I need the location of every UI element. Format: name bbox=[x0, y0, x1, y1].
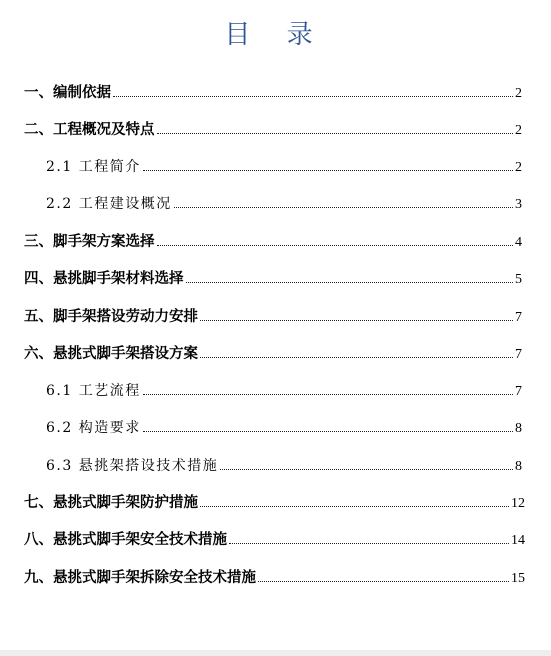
toc-entry[interactable] bbox=[46, 415, 522, 437]
toc-entry-label: 九、悬挑式脚手架拆除安全技术措施 bbox=[24, 569, 256, 586]
toc-entry-label: 二、工程概况及特点 bbox=[24, 121, 155, 138]
dot-leader bbox=[143, 169, 513, 171]
toc-entry-label: 六、悬挑式脚手架搭设方案 bbox=[24, 345, 198, 362]
dot-leader bbox=[113, 95, 513, 97]
dot-leader bbox=[200, 319, 513, 321]
toc-entry-page: 7 bbox=[515, 347, 522, 362]
dot-leader bbox=[258, 580, 509, 582]
toc-entry[interactable] bbox=[46, 154, 522, 176]
toc-entry-label: 6.1 工艺流程 bbox=[46, 383, 141, 399]
toc-entry[interactable] bbox=[46, 378, 522, 400]
toc-entry-page: 3 bbox=[515, 197, 522, 212]
dot-leader bbox=[220, 468, 513, 470]
toc-entry-page: 8 bbox=[515, 459, 522, 474]
page-bottom-edge bbox=[0, 650, 551, 656]
toc-entry-page: 14 bbox=[511, 533, 525, 548]
toc-entry-page: 15 bbox=[511, 571, 525, 586]
dot-leader bbox=[186, 281, 514, 283]
dot-leader bbox=[200, 505, 509, 507]
toc-entry[interactable] bbox=[24, 304, 522, 326]
page-title: 目 录 bbox=[224, 20, 327, 50]
dot-leader bbox=[157, 244, 514, 246]
toc-entry-label: 四、悬挑脚手架材料选择 bbox=[24, 270, 184, 287]
dot-leader bbox=[143, 393, 513, 395]
toc-entry-label: 八、悬挑式脚手架安全技术措施 bbox=[24, 531, 227, 548]
toc-entry[interactable] bbox=[24, 229, 522, 251]
dot-leader bbox=[174, 206, 513, 208]
dot-leader bbox=[143, 430, 513, 432]
toc-entry[interactable] bbox=[24, 527, 525, 549]
dot-leader bbox=[200, 356, 513, 358]
toc-entry-page: 8 bbox=[515, 421, 522, 436]
toc-entry-label: 七、悬挑式脚手架防护措施 bbox=[24, 494, 198, 511]
toc-entry-page: 5 bbox=[515, 272, 522, 287]
toc-entry-page: 2 bbox=[515, 123, 522, 138]
toc-entry[interactable] bbox=[46, 191, 522, 213]
toc-entry-label: 2.1 工程简介 bbox=[46, 159, 141, 175]
toc-entry-label: 三、脚手架方案选择 bbox=[24, 233, 155, 250]
toc-entry-page: 4 bbox=[515, 235, 522, 250]
toc-entry-label: 2.2 工程建设概况 bbox=[46, 196, 172, 212]
toc-entry[interactable] bbox=[24, 266, 522, 288]
toc-entry-label: 一、编制依据 bbox=[24, 84, 111, 101]
toc-entry-page: 2 bbox=[515, 86, 522, 101]
dot-leader bbox=[157, 132, 514, 134]
toc-entry-label: 6.2 构造要求 bbox=[46, 420, 141, 436]
toc-entry[interactable] bbox=[24, 490, 525, 512]
toc-entry[interactable] bbox=[24, 80, 522, 102]
toc-entry[interactable] bbox=[24, 341, 522, 363]
toc-entry[interactable] bbox=[24, 565, 525, 587]
toc-entry-label: 6.3 悬挑架搭设技术措施 bbox=[46, 458, 219, 474]
toc-entry-page: 12 bbox=[511, 496, 525, 511]
toc-entry-page: 7 bbox=[515, 384, 522, 399]
toc-entry-label: 五、脚手架搭设劳动力安排 bbox=[24, 308, 198, 325]
dot-leader bbox=[229, 542, 509, 544]
toc-entry-page: 7 bbox=[515, 310, 522, 325]
toc-entry[interactable] bbox=[46, 453, 522, 475]
toc-entry-page: 2 bbox=[515, 160, 522, 175]
toc-entry[interactable] bbox=[24, 117, 522, 139]
